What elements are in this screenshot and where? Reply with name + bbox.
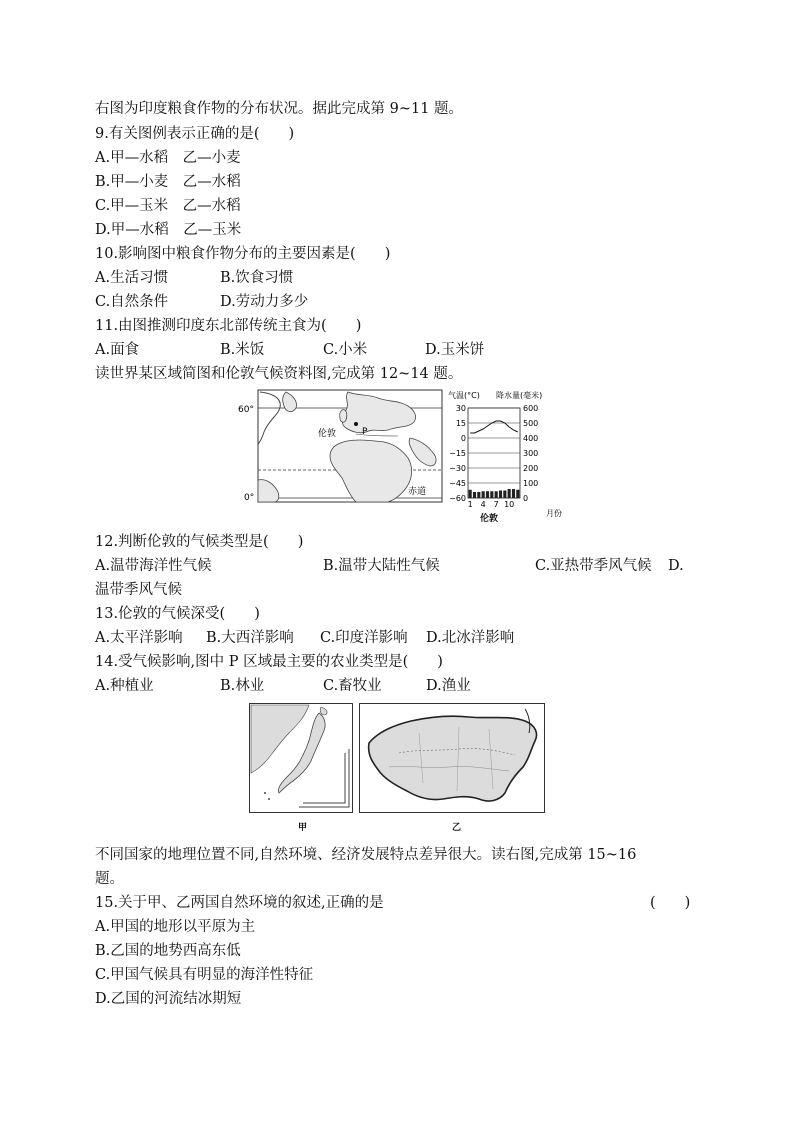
q13-stem: 13.伦敦的气候深受( ) <box>95 606 260 622</box>
q9-option-b[interactable]: B.甲—小麦 乙—水稻 <box>95 174 241 190</box>
precip-bar <box>477 492 480 498</box>
chart-ylabel-left: 气温(°C) <box>448 391 480 400</box>
q14-stem: 14.受气候影响,图中 P 区域最主要的农业类型是( ) <box>95 654 443 670</box>
q10-option-c[interactable]: C.自然条件 <box>95 294 169 310</box>
p-point-marker <box>354 422 358 426</box>
intro-12-14: 读世界某区域简图和伦敦气候资料图,完成第 12~14 题。 <box>95 366 463 382</box>
precip-bar <box>508 489 511 498</box>
chart-x-tick: 10 <box>504 500 515 509</box>
q14-option-c[interactable]: C.畜牧业 <box>323 678 382 694</box>
q13-option-d[interactable]: D.北冰洋影响 <box>426 630 515 646</box>
q9-option-c[interactable]: C.甲—玉米 乙—水稻 <box>95 198 241 214</box>
precip-bar <box>473 492 476 498</box>
q15-answer-paren[interactable]: ( ) <box>650 895 691 911</box>
precip-bar <box>486 491 489 498</box>
precip-bar <box>503 491 506 499</box>
q10-stem: 10.影响图中粮食作物分布的主要因素是( ) <box>95 246 391 262</box>
chart-ylabel-right: 降水量(毫米) <box>496 391 543 400</box>
precip-bar <box>469 490 472 498</box>
q12-option-b[interactable]: B.温带大陆性气候 <box>323 558 440 574</box>
intro-15-16: 不同国家的地理位置不同,自然环境、经济发展特点差异很大。读右图,完成第 15~16 <box>95 847 637 863</box>
q13-option-b[interactable]: B.大西洋影响 <box>206 630 294 646</box>
precip-bar <box>512 489 515 498</box>
map-yi-label: 乙 <box>452 823 462 833</box>
precip-bar <box>495 491 498 498</box>
chart-title: 伦敦 <box>480 514 499 524</box>
london-label: 伦敦 <box>318 429 337 439</box>
chart-right-tick: 600 <box>523 404 539 413</box>
q12-option-c[interactable]: C.亚热带季风气候 <box>535 558 652 574</box>
chart-right-tick: 100 <box>523 479 539 488</box>
lat-0-label: 0° <box>244 493 255 503</box>
intro-15-16-cont: 题。 <box>95 871 124 887</box>
chart-left-tick: −45 <box>449 479 466 488</box>
chart-left-tick: −30 <box>449 464 466 473</box>
q12-stem: 12.判断伦敦的气候类型是( ) <box>95 534 304 550</box>
chart-right-tick: 300 <box>523 449 539 458</box>
q10-option-b[interactable]: B.饮食习惯 <box>220 270 294 286</box>
q9-stem: 9.有关图例表示正确的是( ) <box>95 126 295 142</box>
q14-option-a[interactable]: A.种植业 <box>95 678 154 694</box>
chart-right-tick: 500 <box>523 419 539 428</box>
q15-stem: 15.关于甲、乙两国自然环境的叙述,正确的是 <box>95 895 384 911</box>
intro-9-11: 右图为印度粮食作物的分布状况。据此完成第 9~11 题。 <box>95 101 464 117</box>
chart-x-tick: 1 <box>467 500 473 509</box>
q15-option-c[interactable]: C.甲国气候具有明显的海洋性特征 <box>95 967 314 983</box>
q12-option-d[interactable]: D. <box>668 558 684 574</box>
world-region-map <box>238 388 444 504</box>
q14-option-d[interactable]: D.渔业 <box>426 678 471 694</box>
chart-left-tick: 15 <box>455 419 466 428</box>
chart-right-tick: 0 <box>523 494 529 503</box>
chart-xlabel: 月份 <box>546 509 562 518</box>
lat-60-label: 60° <box>238 405 254 415</box>
q11-stem: 11.由图推测印度东北部传统主食为( ) <box>95 318 362 334</box>
chart-left-tick: −60 <box>449 494 466 503</box>
q12-option-a[interactable]: A.温带海洋性气候 <box>95 558 212 574</box>
london-climate-chart <box>446 388 566 524</box>
precip-bar <box>516 490 519 498</box>
q13-option-a[interactable]: A.太平洋影响 <box>95 630 183 646</box>
q12-option-d-text[interactable]: 温带季风气候 <box>95 582 182 598</box>
q15-option-b[interactable]: B.乙国的地势西高东低 <box>95 943 241 959</box>
q11-option-d[interactable]: D.玉米饼 <box>425 342 485 358</box>
q9-option-d[interactable]: D.甲—水稻 乙—玉米 <box>95 222 242 238</box>
chart-right-tick: 200 <box>523 464 539 473</box>
precip-bar <box>490 491 493 498</box>
chart-x-tick: 7 <box>493 500 499 509</box>
q10-option-a[interactable]: A.生活习惯 <box>95 270 169 286</box>
chart-left-tick: 0 <box>460 434 466 443</box>
q14-option-b[interactable]: B.林业 <box>220 678 265 694</box>
p-label: P <box>362 427 368 437</box>
q15-option-a[interactable]: A.甲国的地形以平原为主 <box>95 919 256 935</box>
precip-bar <box>499 491 502 499</box>
q10-option-d[interactable]: D.劳动力多少 <box>220 294 309 310</box>
chart-left-tick: −15 <box>449 449 466 458</box>
q9-option-a[interactable]: A.甲—水稻 乙—小麦 <box>95 150 241 166</box>
equator-label: 赤道 <box>408 487 427 497</box>
q13-option-c[interactable]: C.印度洋影响 <box>320 630 408 646</box>
chart-right-tick: 400 <box>523 434 539 443</box>
map-yi <box>359 703 545 813</box>
map-jia <box>249 703 353 813</box>
map-jia-label: 甲 <box>298 823 308 833</box>
q11-option-c[interactable]: C.小米 <box>323 342 368 358</box>
q11-option-a[interactable]: A.面食 <box>95 342 140 358</box>
q11-option-b[interactable]: B.米饭 <box>220 342 265 358</box>
chart-left-tick: 30 <box>455 404 466 413</box>
chart-x-tick: 4 <box>480 500 486 509</box>
q15-option-d[interactable]: D.乙国的河流结冰期短 <box>95 991 242 1007</box>
precip-bar <box>482 491 485 498</box>
